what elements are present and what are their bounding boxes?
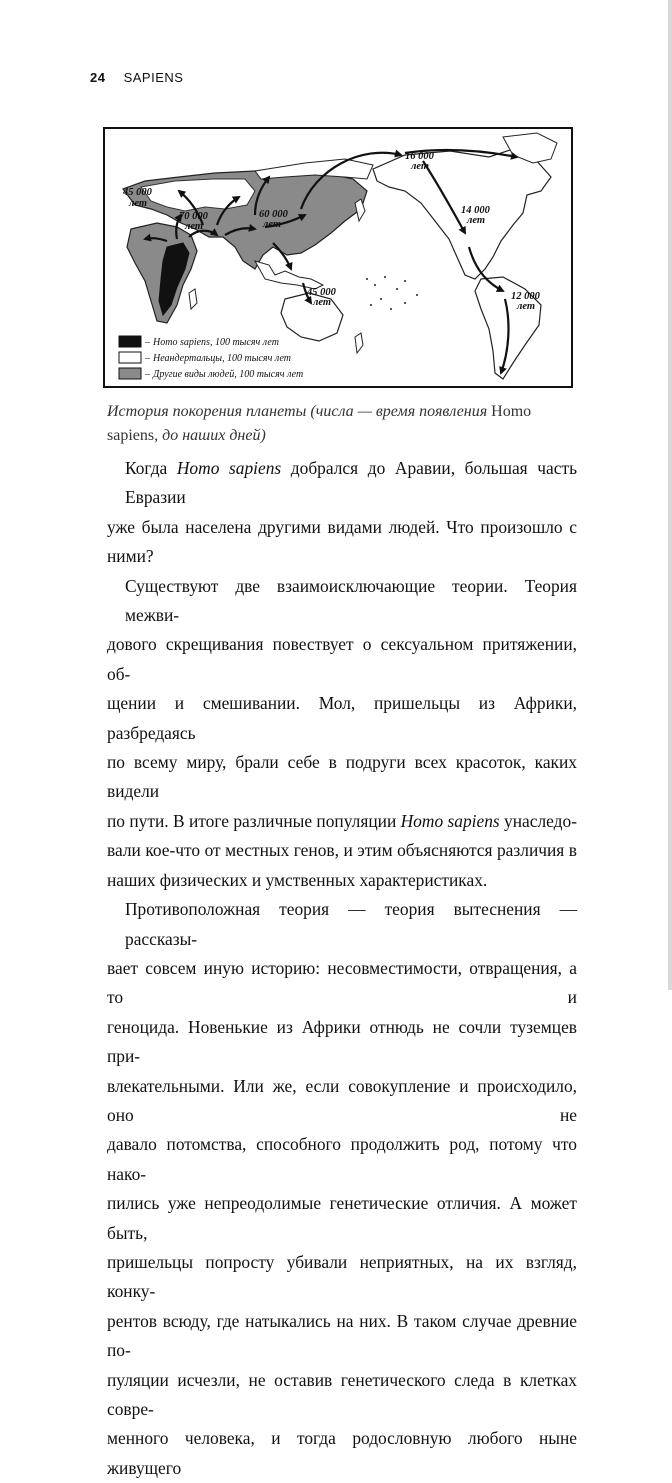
text-line: по пути. В итоге различные популяции Homo sapiens унаследо- bbox=[107, 810, 577, 831]
label-16k-2: лет bbox=[411, 161, 430, 172]
species-name: Homo sapiens bbox=[176, 458, 282, 478]
label-14k-2: лет bbox=[467, 215, 486, 226]
world-map bbox=[105, 129, 571, 386]
text-line: уже была населена другими видами людей. Что произошло с ними? bbox=[107, 516, 577, 567]
paragraph bbox=[107, 454, 577, 572]
text-line: дового скрещивания повествует о сексуальном притяжении, об- bbox=[107, 634, 577, 684]
caption-species-name: Homo sapiens bbox=[107, 403, 532, 444]
label-14k-1: 14 000 bbox=[461, 205, 490, 216]
label-45k-aus-1: 45 000 bbox=[307, 287, 336, 298]
legend-swatch-sapiens bbox=[119, 336, 141, 347]
text-line: наших физических и умственных характеристиках. bbox=[107, 869, 488, 890]
text-line: пились уже непреодолимые генетические отличия. А может быть, bbox=[107, 1193, 577, 1243]
new-zealand-shape bbox=[355, 333, 363, 353]
label-70k-1: 70 000 bbox=[179, 211, 208, 222]
text-line: влекательными. Или же, если совокупление и происходило, оно не bbox=[107, 1075, 577, 1125]
text-line: геноцида. Новенькие из Африки отнюдь не сочли туземцев при- bbox=[107, 1016, 577, 1067]
running-head bbox=[90, 70, 183, 85]
pacific-islands bbox=[366, 276, 418, 310]
australia-shape bbox=[281, 293, 343, 341]
paragraph bbox=[107, 572, 577, 895]
paragraph bbox=[107, 895, 577, 1483]
map-legend bbox=[119, 336, 303, 380]
figure-caption: История покорения планеты (числа — время появления Homo sapiens, до наших дней) bbox=[107, 403, 532, 444]
species-name: Homo sapiens bbox=[400, 810, 500, 831]
page-edge bbox=[668, 0, 672, 990]
label-70k-2: лет bbox=[185, 221, 204, 232]
text-line: вает совсем иную историю: несовместимости, отвращения, а то и bbox=[107, 957, 577, 1008]
legend-label-neanderthal: Неандертальцы, 100 тысяч лет bbox=[153, 353, 291, 364]
text-line: менного человека, и тогда родословную любого ныне живущего bbox=[107, 1428, 577, 1478]
legend-dash-3: – bbox=[145, 369, 150, 380]
label-45k-aus-2: лет bbox=[313, 297, 332, 308]
label-45k-north-1: 45 000 bbox=[123, 187, 152, 198]
text-line: пуляции исчезли, не оставив генетического следа в клетках совре- bbox=[107, 1369, 577, 1419]
label-60k-1: 60 000 bbox=[259, 209, 288, 220]
text-line: Существуют две взаимоисключающие теории. Теория межви- bbox=[125, 575, 577, 626]
text-line: щении и смешивании. Мол, пришельцы из Африки, разбредаясь bbox=[107, 693, 577, 743]
legend-label-other: Другие виды людей, 100 тысяч лет bbox=[153, 369, 304, 380]
label-12k-2: лет bbox=[517, 301, 536, 312]
legend-swatch-other bbox=[119, 368, 141, 379]
text-line: по всему миру, брали себе в подруги всех красоток, каких видели bbox=[107, 752, 577, 802]
text-line: Когда Homo sapiens добрался до Аравии, большая часть Евразии bbox=[125, 458, 578, 508]
label-16k-1: 16 000 bbox=[405, 151, 434, 162]
body-text bbox=[107, 454, 577, 1483]
text-line: вали кое-что от местных генов, и этим объясняются различия в bbox=[107, 840, 577, 861]
text-line: пришельцы попросту убивали неприятных, на их взгляд, конку- bbox=[107, 1251, 577, 1302]
legend-swatch-neanderthal bbox=[119, 352, 141, 363]
label-45k-north-2: лет bbox=[129, 198, 148, 209]
page-number: 24 bbox=[90, 70, 106, 85]
legend-label-sapiens: Homo sapiens, 100 тысяч лет bbox=[153, 337, 279, 348]
madagascar-shape bbox=[189, 289, 197, 309]
legend-dash-1: – bbox=[145, 337, 150, 348]
migration-map-figure bbox=[103, 127, 573, 388]
text-line: давало потомства, способного продолжить род, потому что нако- bbox=[107, 1134, 577, 1184]
legend-dash-2: – bbox=[145, 353, 150, 364]
text-line: Противоположная теория — теория вытеснения — рассказы- bbox=[125, 899, 577, 949]
label-12k-1: 12 000 bbox=[511, 291, 540, 302]
text-line: рентов всюду, где натыкались на них. В таком случае древние по- bbox=[107, 1310, 577, 1361]
label-60k-2: лет bbox=[263, 219, 282, 230]
book-title: SAPIENS bbox=[123, 70, 184, 85]
